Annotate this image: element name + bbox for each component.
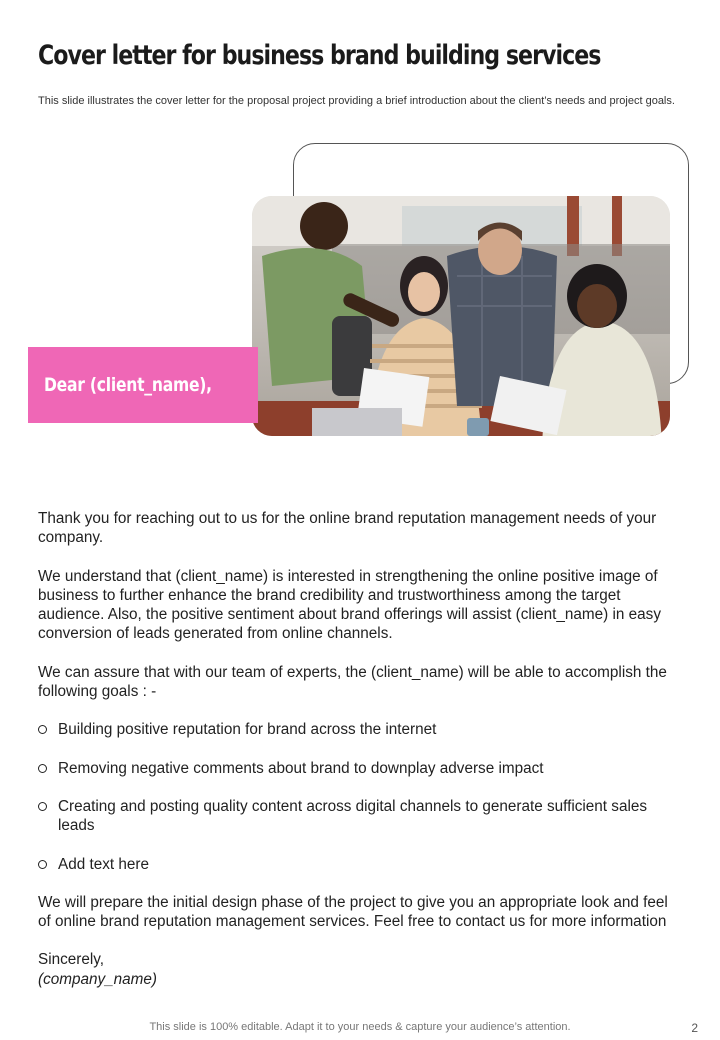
goal-item bbox=[38, 720, 678, 739]
goal-item bbox=[38, 759, 678, 778]
salutation-banner bbox=[28, 347, 258, 423]
goal-item bbox=[38, 855, 678, 874]
letter-paragraph-assurance: We can assure that with our team of experts, the (client_name) will be able to accomplish the following goals : - bbox=[38, 663, 667, 701]
bullet-icon bbox=[38, 764, 47, 773]
bullet-icon bbox=[38, 802, 47, 811]
page-title: Cover letter for business brand building services bbox=[38, 40, 601, 71]
goal-text: Removing negative comments about brand to downplay adverse impact bbox=[58, 759, 544, 777]
salutation-text: Dear (client_name), bbox=[44, 374, 212, 396]
page-subtitle: This slide illustrates the cover letter for the proposal project providing a brief introduction about the client’s needs and project goals. bbox=[38, 95, 675, 107]
bullet-icon bbox=[38, 860, 47, 869]
team-photo bbox=[252, 196, 670, 436]
bullet-icon bbox=[38, 725, 47, 734]
goal-text: Add text here bbox=[58, 855, 149, 873]
letter-paragraph-closing: We will prepare the initial design phase of the project to give you an appropriate look and feel of online brand reputation management services. Feel free to contact us for more information bbox=[38, 893, 668, 931]
goals-list bbox=[38, 720, 678, 873]
closing-text: Sincerely, bbox=[38, 951, 105, 969]
footer-note: This slide is 100% editable. Adapt it to your needs & capture your audience’s attention. bbox=[149, 1021, 571, 1033]
goal-text: Building positive reputation for brand across the internet bbox=[58, 721, 437, 739]
letter-body bbox=[38, 509, 678, 989]
signature-block bbox=[38, 950, 678, 989]
letter-paragraph-understanding: We understand that (client_name) is interested in strengthening the online positive image of business to further enhance the brand credibility and trustworthiness among the target audience. Also, the positive sentiment about brand offerings will assist (client_name) in easy conversion of leads generated from online channels. bbox=[38, 567, 661, 643]
letter-paragraph-intro: Thank you for reaching out to us for the online brand reputation management needs of your company. bbox=[38, 510, 657, 547]
goal-text: Creating and posting quality content across digital channels to generate sufficient sales leads bbox=[58, 797, 648, 835]
goal-item bbox=[38, 797, 678, 836]
company-name: (company_name) bbox=[38, 970, 158, 988]
page-number: 2 bbox=[691, 1021, 698, 1035]
